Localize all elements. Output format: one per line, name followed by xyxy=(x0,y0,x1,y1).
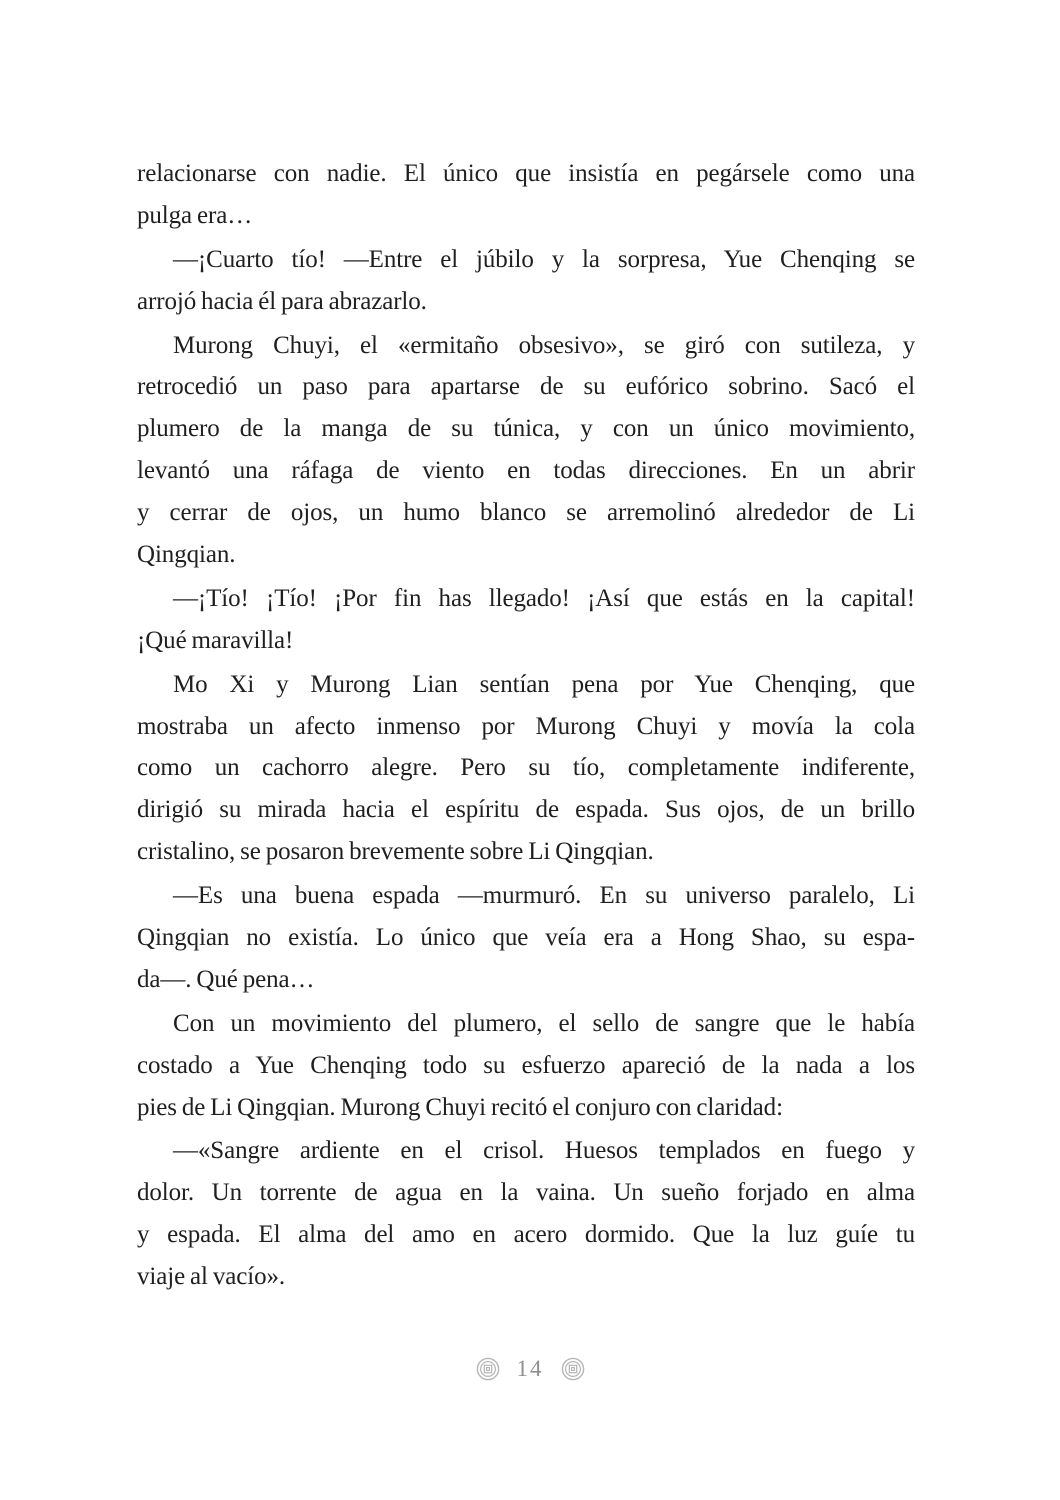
text-line: arrojó hacia él para abrazarlo. xyxy=(137,287,427,315)
text-block xyxy=(137,153,915,1300)
paragraph xyxy=(137,1003,915,1129)
coin-ornament-icon xyxy=(561,1357,585,1381)
text-line: pies de Li Qingqian. Murong Chuyi recitó el conjuro con claridad: xyxy=(137,1093,783,1121)
text-line: pulga era… xyxy=(137,201,253,229)
paragraph xyxy=(137,325,915,576)
text-line: mostraba un afecto inmenso por Murong Chuyi y movía la cola xyxy=(137,712,915,740)
text-line: da—. Qué pena… xyxy=(137,965,315,993)
text-line: plumero de la manga de su túnica, y con un único movimiento, xyxy=(137,415,915,443)
text-line: viaje al vacío». xyxy=(137,1263,286,1291)
text-line: —«Sangre ardiente en el crisol. Huesos templados en fuego y xyxy=(173,1137,915,1165)
text-line: levantó una ráfaga de viento en todas direcciones. En un abrir xyxy=(137,457,915,485)
text-line: Qingqian no existía. Lo único que veía era a Hong Shao, su espa- xyxy=(137,924,915,952)
text-line: relacionarse con nadie. El único que insistía en pegársele como una xyxy=(137,160,915,187)
text-line: —¡Cuarto tío! —Entre el júbilo y la sorpresa, Yue Chenqing se xyxy=(173,245,915,273)
text-line: dolor. Un torrente de agua en la vaina. Un sueño forjado en alma xyxy=(137,1179,915,1207)
text-line: Mo Xi y Murong Lian sentían pena por Yue Chenqing, que xyxy=(173,670,915,698)
paragraph xyxy=(137,239,915,323)
paragraph xyxy=(137,664,915,873)
text-line: Con un movimiento del plumero, el sello de sangre que le había xyxy=(173,1009,915,1037)
coin-ornament-icon xyxy=(476,1357,500,1381)
paragraph xyxy=(137,153,915,237)
text-line: y cerrar de ojos, un humo blanco se arremolinó alrededor de Li xyxy=(137,499,915,527)
page-footer xyxy=(0,1352,1060,1386)
page-number: 14 xyxy=(516,1355,544,1381)
text-line: Murong Chuyi, el «ermitaño obsesivo», se giró con sutileza, y xyxy=(173,331,915,359)
text-line: y espada. El alma del amo en acero dormido. Que la luz guíe tu xyxy=(137,1221,915,1249)
text-line: ¡Qué maravilla! xyxy=(137,626,294,654)
text-line: costado a Yue Chenqing todo su esfuerzo apareció de la nada a los xyxy=(137,1051,915,1079)
text-line: retrocedió un paso para apartarse de su eufórico sobrino. Sacó el xyxy=(137,373,915,401)
paragraph xyxy=(137,875,915,1001)
text-line: —¡Tío! ¡Tío! ¡Por fin has llegado! ¡Así que estás en la capital! xyxy=(173,584,915,612)
text-line: dirigió su mirada hacia el espíritu de espada. Sus ojos, de un brillo xyxy=(137,796,915,824)
text-line: cristalino, se posaron brevemente sobre Li Qingqian. xyxy=(137,838,654,866)
text-line: como un cachorro alegre. Pero su tío, completamente indiferente, xyxy=(137,754,915,782)
text-line: —Es una buena espada —murmuró. En su universo paralelo, Li xyxy=(173,882,915,910)
paragraph xyxy=(137,578,915,662)
paragraph xyxy=(137,1130,915,1298)
text-line: Qingqian. xyxy=(137,541,236,569)
